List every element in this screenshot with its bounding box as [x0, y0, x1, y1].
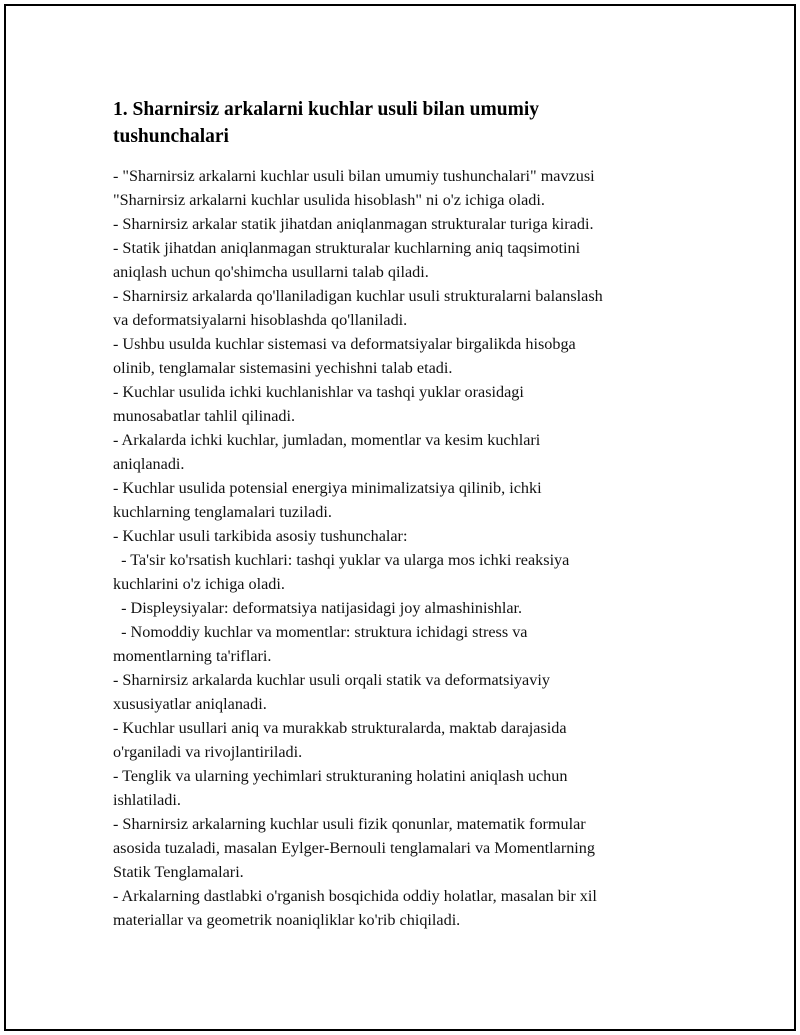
text-line: - Arkalarning dastlabki o'rganish bosqichida oddiy holatlar, masalan bir xil — [113, 887, 597, 905]
bullet-list — [113, 164, 683, 932]
text-line: Statik Tenglamalari. — [113, 863, 244, 881]
heading-line: tushunchalari — [113, 126, 229, 147]
text-line: xususiyatlar aniqlanadi. — [113, 695, 267, 713]
text-line: - Statik jihatdan aniqlanmagan strukturalar kuchlarning aniq taqsimotini — [113, 239, 581, 257]
text-line: aniqlash uchun qo'shimcha usullarni talab qiladi. — [113, 263, 429, 281]
text-line: - Kuchlar usuli tarkibida asosiy tushunchalar: — [113, 527, 408, 545]
text-line: - Sharnirsiz arkalarda kuchlar usuli orqali statik va deformatsiyaviy — [113, 671, 550, 689]
document-content — [113, 96, 683, 932]
text-line: kuchlarning tenglamalari tuziladi. — [113, 503, 332, 521]
text-line: - Tenglik va ularning yechimlari strukturaning holatini aniqlash uchun — [113, 767, 568, 785]
text-line: asosida tuzaladi, masalan Eylger-Bernouli tenglamalari va Momentlarning — [113, 839, 595, 857]
text-line: - Sharnirsiz arkalar statik jihatdan aniqlanmagan strukturalar turiga kiradi. — [113, 215, 594, 233]
text-line: - Arkalarda ichki kuchlar, jumladan, momentlar va kesim kuchlari — [113, 431, 541, 449]
text-line: - Sharnirsiz arkalarning kuchlar usuli fizik qonunlar, matematik formular — [113, 815, 586, 833]
text-line: - Nomoddiy kuchlar va momentlar: struktura ichidagi stress va — [113, 623, 528, 641]
text-line: olinib, tenglamalar sistemasini yechishni talab etadi. — [113, 359, 453, 377]
text-line: - Kuchlar usullari aniq va murakkab strukturalarda, maktab darajasida — [113, 719, 567, 737]
text-line: - Displeysiyalar: deformatsiya natijasidagi joy almashinishlar. — [113, 599, 523, 617]
text-line: - Ushbu usulda kuchlar sistemasi va deformatsiyalar birgalikda hisobga — [113, 335, 576, 353]
text-line: - Kuchlar usulida potensial energiya minimalizatsiya qilinib, ichki — [113, 479, 542, 497]
text-line: "Sharnirsiz arkalarni kuchlar usulida hisoblash" ni o'z ichiga oladi. — [113, 191, 545, 209]
text-line: materiallar va geometrik noaniqliklar ko'rib chiqiladi. — [113, 911, 461, 929]
text-line: kuchlarini o'z ichiga oladi. — [113, 575, 285, 593]
text-line: - Sharnirsiz arkalarda qo'llaniladigan kuchlar usuli strukturalarni balanslash — [113, 287, 603, 305]
heading-line: 1. Sharnirsiz arkalarni kuchlar usuli bilan umumiy — [113, 99, 540, 120]
text-line: ishlatiladi. — [113, 791, 181, 809]
section-heading — [113, 96, 683, 150]
text-line: - Ta'sir ko'rsatish kuchlari: tashqi yuklar va ularga mos ichki reaksiya — [113, 551, 570, 569]
text-line: va deformatsiyalarni hisoblashda qo'llaniladi. — [113, 311, 408, 329]
text-line: munosabatlar tahlil qilinadi. — [113, 407, 296, 425]
text-line: aniqlanadi. — [113, 455, 185, 473]
text-line: o'rganiladi va rivojlantiriladi. — [113, 743, 303, 761]
text-line: - Kuchlar usulida ichki kuchlanishlar va tashqi yuklar orasidagi — [113, 383, 524, 401]
text-line: - "Sharnirsiz arkalarni kuchlar usuli bilan umumiy tushunchalari" mavzusi — [113, 167, 595, 185]
text-line: momentlarning ta'riflari. — [113, 647, 272, 665]
